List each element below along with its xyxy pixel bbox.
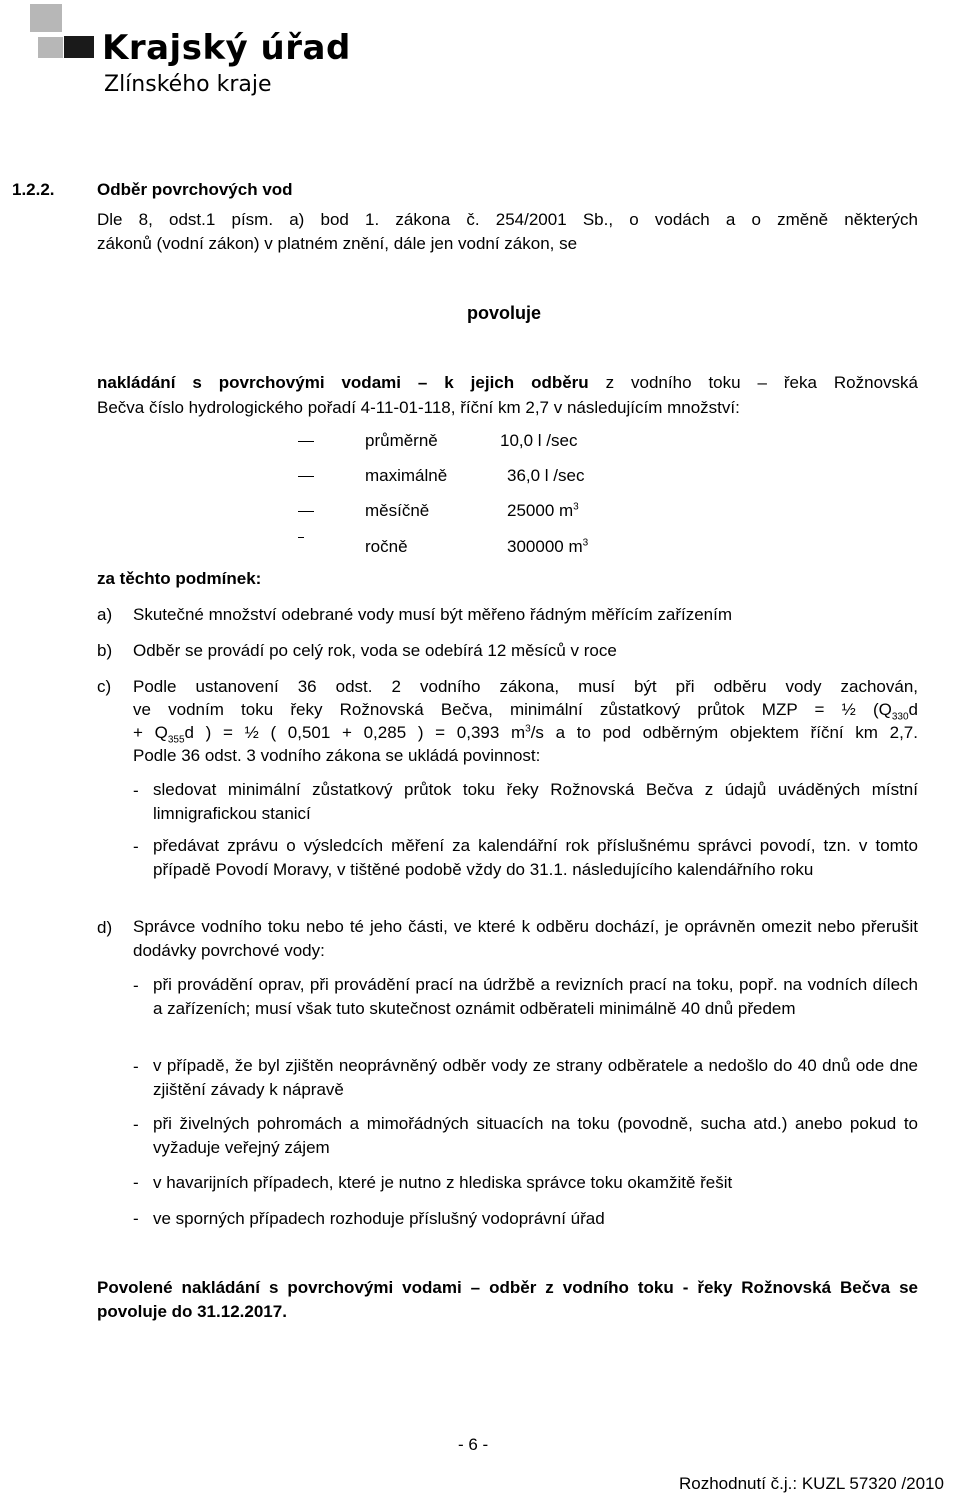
bullet-dash: - [133,837,139,856]
logo-subtitle: Zlínského kraje [104,72,272,97]
quantity-value: 10,0 l /sec [500,431,578,450]
section-number: 1.2.2. [12,180,55,199]
quantity-value: 300000 $m^3$ [507,537,589,556]
intro-line-2: zákonů (vodní zákon) v platném znění, dále jen vodní zákon, se [97,234,578,253]
condition-b-text: Odběr se provádí po celý rok, voda se odebírá 12 měsíců v roce [133,641,617,660]
condition-c-line-4: Podle 36 odst. 3 vodního zákona se ukládá povinnost: [133,746,541,765]
condition-d-item-5: ve sporných případech rozhoduje příslušný vodoprávní úřad [153,1209,605,1228]
condition-marker: d) [97,918,113,937]
subject-bold: nakládání s povrchovými vodami – k jejich odběru [97,373,589,392]
logo-square-light-2 [38,37,63,58]
bullet-dash: - [133,1057,139,1076]
condition-c-line-3: + $Q_{355}d$ ) = ½ ( 0,501 + 0,285 ) = 0,393 $m^3/s$ a to pod odběrným objektem říční km 2,7. [133,723,918,746]
quantity-label: měsíčně [365,501,430,520]
bullet-dash: - [133,976,139,995]
document-reference: Rozhodnutí č.j.: KUZL 57320 /2010 [679,1474,944,1493]
decision-word: povoluje [467,303,542,323]
condition-d-item-1: při provádění oprav, při provádění prací na údržbě a revizních prací na toku, popř. na vodních dílech a zařízeních; musí však tuto skutečnost oznámit odběrateli minimálně 40 dnů předem [153,975,918,1018]
condition-marker: c) [97,677,112,696]
condition-c-line-2: ve vodním toku řeky Rožnovská Bečva, minimální zůstatkový průtok MZP = ½ ($Q_{330}d$ [133,700,918,723]
condition-c-item-2: předávat zprávu o výsledcích měření za kalendářní rok příslušnému správci povodí, tzn. v tomto případě Povodí Moravy, v tištěné podobě vždy do 31.1. následujícího kalendářního roku [153,836,918,879]
section-title: Odběr povrchových vod [97,180,293,199]
conditions-heading: za těchto podmínek: [97,569,262,588]
subject-line-1 [97,373,918,393]
dash-mark [298,511,314,512]
condition-d-item-4: v havarijních případech, které je nutno z hlediska správce toku okamžitě řešit [153,1173,733,1192]
intro-line-1: Dle 8, odst.1 písm. a) bod 1. zákona č. 254/2001 Sb., o vodách a o změně některých [97,210,918,229]
condition-c-line-1: Podle ustanovení 36 odst. 2 vodního zákona, musí být při odběru vody zachován, [133,677,918,696]
page-number: - 6 - [458,1435,489,1454]
dash-mark [298,476,314,477]
condition-d-text: Správce vodního toku nebo té jeho části, ve které k odběru dochází, je oprávněn omezit nebo přerušit dodávky povrchové vody: [133,917,918,960]
logo-square-dark-2 [68,36,94,58]
bullet-dash: - [133,781,139,800]
condition-marker: b) [97,641,113,660]
quantity-label: ročně [365,537,408,556]
quantity-value: 25000 $m^3$ [507,501,579,520]
dash-mark [298,537,304,538]
bullet-dash: - [133,1173,139,1192]
dash-mark [298,441,314,442]
bullet-dash: - [133,1209,139,1228]
condition-c-item-1: sledovat minimální zůstatkový průtok toku řeky Rožnovská Bečva z údajů uváděných místní limnigrafickou stanicí [153,780,918,823]
logo-title: Krajský úřad [102,28,351,68]
quantity-label: průměrně [365,431,438,450]
bullet-dash: - [133,1115,139,1134]
condition-d-item-3: při živelných pohromách a mimořádných situacích na toku (povodně, sucha atd.) anebo pokud to vyžaduje veřejný zájem [153,1114,918,1157]
quantity-label: maximálně [365,466,448,485]
condition-a-text: Skutečné množství odebrané vody musí být měřeno řádným měřícím zařízením [133,605,733,624]
condition-marker: a) [97,605,113,624]
logo-square-light-1 [30,4,62,32]
quantity-value: 36,0 l /sec [507,466,585,485]
condition-d-item-2: v případě, že byl zjištěn neoprávněný odběr vody ze strany odběratele a nedošlo do 40 dnů ode dne zjištění závady k nápravě [153,1056,918,1099]
subject-rest: z vodního toku – řeka Rožnovská [588,373,918,392]
subject-line-2: Bečva číslo hydrologického pořadí 4-11-01-118, říční km 2,7 v následujícím množství: [97,398,740,417]
final-statement: Povolené nakládání s povrchovými vodami – odběr z vodního toku - řeky Rožnovská Bečva se povoluje do 31.12.2017. [97,1278,918,1321]
